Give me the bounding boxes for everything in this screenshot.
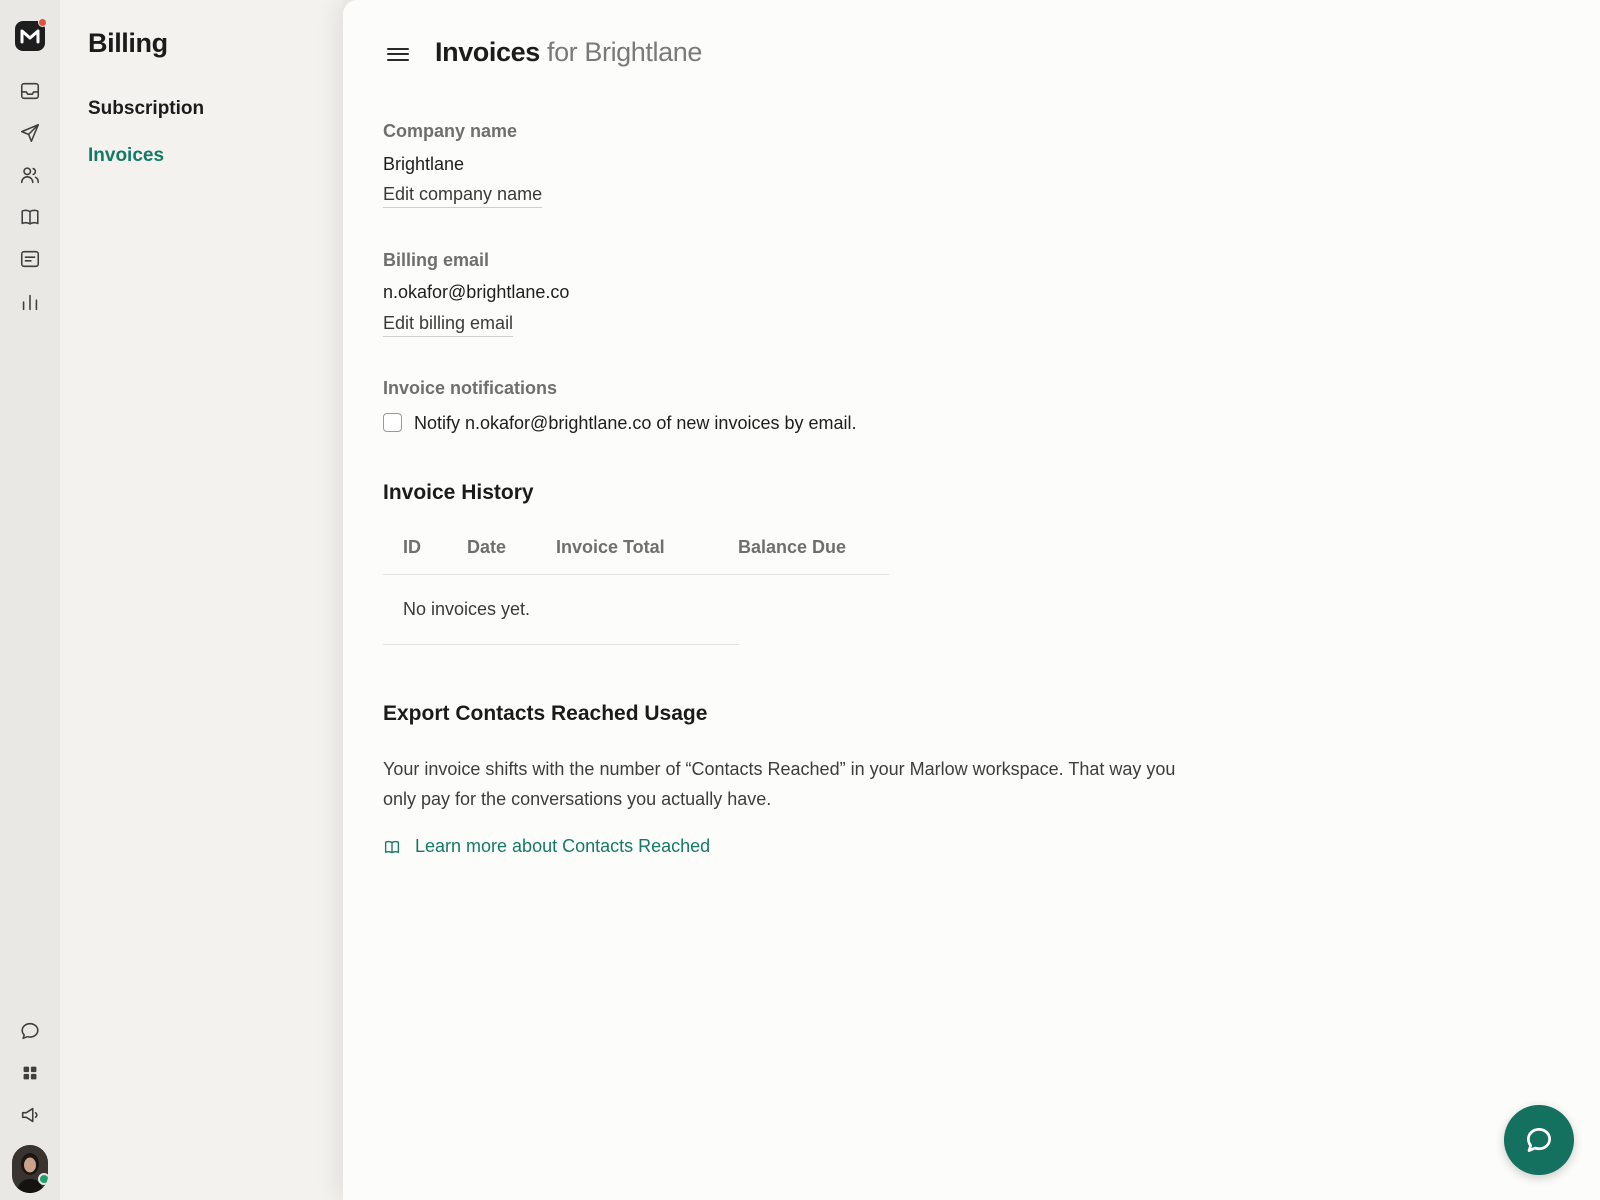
book-icon [383,838,401,856]
chat-bubble-icon[interactable] [18,1019,42,1043]
logo-m-glyph [20,28,40,44]
main-panel [343,0,1600,1200]
column-header-invoice-total: Invoice Total [556,537,665,557]
company-name-label: Company name [383,121,518,141]
invoice-table-empty-row [383,575,739,645]
apps-grid-icon[interactable] [18,1061,42,1085]
icon-rail [0,0,60,1200]
column-header-id: ID [403,537,421,557]
billing-email-value: n.okafor@brightlane.co [383,282,570,302]
send-icon[interactable] [18,121,42,145]
column-header-balance-due: Balance Due [738,537,847,557]
edit-billing-email-link[interactable]: Edit billing email [383,313,513,337]
avatar-portrait [12,1145,48,1193]
export-usage-title: Export Contacts Reached Usage [383,702,708,725]
invoice-history-title: Invoice History [383,481,534,504]
page-title-company: for Brightlane [546,37,702,67]
edit-company-name-link[interactable]: Edit company name [383,184,542,208]
empty-state-text: No invoices yet. [403,599,531,619]
messages-icon[interactable] [18,247,42,271]
company-name-value: Brightlane [383,154,465,174]
learn-more-contacts-reached-link[interactable] [383,836,710,857]
notification-dot [38,18,47,27]
contacts-icon[interactable] [18,163,42,187]
learn-more-label[interactable]: Learn more about Contacts Reached [415,836,711,856]
menu-toggle-icon[interactable] [387,44,409,64]
billing-email-label: Billing email [383,250,490,270]
marlow-logo-icon[interactable] [15,21,45,51]
support-chat-button[interactable] [1504,1105,1574,1175]
user-avatar[interactable] [12,1145,48,1193]
invoice-notifications-label: Invoice notifications [383,378,558,398]
sidebar-title: Billing [88,28,168,58]
sidebar-item-subscription[interactable]: Subscription [88,98,205,119]
column-header-date: Date [467,537,507,557]
sidebar-item-invoices[interactable]: Invoices [88,145,165,166]
page-title-main: Invoices [435,37,540,67]
inbox-icon[interactable] [18,79,42,103]
billing-sidebar [60,0,343,1200]
chat-icon [1524,1125,1554,1155]
invoice-table-header [383,520,889,575]
announcement-megaphone-icon[interactable] [18,1103,42,1127]
export-usage-description: Your invoice shifts with the number of “Contacts Reached” in your Marlow workspace. That way you only pay for the conversations you actually have. [383,759,1176,809]
page-title [435,37,702,68]
online-status-dot [38,1173,48,1185]
invoice-notifications-checkbox[interactable] [383,413,402,432]
reports-bar-chart-icon[interactable] [18,290,42,314]
invoice-notifications-checkbox-label[interactable]: Notify n.okafor@brightlane.co of new invoices by email. [414,413,857,433]
knowledge-book-icon[interactable] [18,205,42,229]
